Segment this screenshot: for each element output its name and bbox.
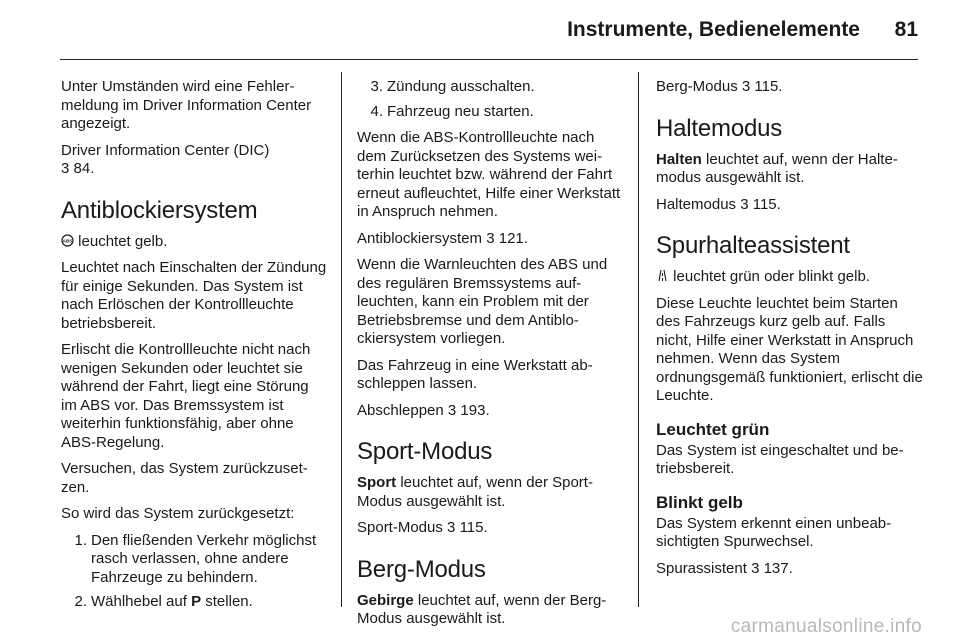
column-2 [357, 78, 625, 637]
indicator-line [357, 592, 625, 629]
header-title: Instrumente, Bedienelemente [567, 18, 860, 41]
section-heading-sport: Sport-Modus [357, 438, 493, 465]
ref-text: Haltemodus [656, 195, 737, 213]
paragraph: Leuchtet nach Einschalten der Zündung für einige Sekunden. Das System ist nach Erlöschen der Kontrollleuchte betriebsbereit. [61, 259, 327, 332]
ref-text: Spurassistent [656, 559, 747, 577]
column-3 [656, 78, 924, 586]
subheading-gruen: Leuchtet grün [656, 419, 770, 439]
list-text-part: stellen. [205, 593, 253, 610]
ref-text: Driver Information Center (DIC) [61, 141, 270, 159]
list-text: Fahrzeug neu starten. [387, 102, 534, 120]
column-divider [638, 72, 639, 607]
header-divider [60, 59, 918, 60]
ref-page: 193. [460, 401, 490, 419]
section-heading-halte: Haltemodus [656, 114, 783, 142]
indicator-line [656, 151, 924, 188]
ref-arrow-icon: 3 [486, 229, 495, 247]
page-number: 81 [894, 18, 918, 41]
abs-warning-icon [61, 234, 74, 247]
numbered-list [357, 78, 625, 121]
paragraph: So wird das System zurückgesetzt: [61, 505, 295, 522]
ref-arrow-icon: 3 [740, 195, 749, 213]
numbered-list [61, 532, 327, 612]
indicator-line [357, 474, 625, 511]
paragraph: Wenn die ABS-Kontrollleuchte nach dem Zurücksetzen des Systems weiterhin leuchtet bzw. während der Fahrt erneut aufleuchtet, Hilfe einer Werkstatt in Anspruch nehmen. [357, 129, 621, 220]
cross-reference [357, 402, 625, 421]
ref-text: Abschleppen [357, 401, 444, 419]
ref-page: 115. [459, 519, 488, 536]
ref-text: Berg-Modus [656, 78, 738, 95]
ref-arrow-icon: 3 [741, 78, 751, 95]
section-heading-abs: Antiblockiersystem [61, 196, 258, 224]
gear-position: P [191, 593, 202, 610]
ref-page: 115. [752, 195, 781, 213]
cross-reference [656, 560, 924, 579]
list-item [61, 532, 327, 588]
cross-reference [656, 78, 924, 97]
section-heading-spur: Spurhalteassistent [656, 232, 850, 259]
indicator-label: Halten [656, 150, 702, 168]
list-number: 3. [370, 78, 383, 95]
lane-assist-icon [656, 269, 669, 282]
cross-reference [61, 142, 327, 179]
ref-arrow-icon: 3 [751, 559, 760, 577]
paragraph: Das System erkennt einen unbeabsichtigten Spurwechsel. [656, 514, 892, 550]
cross-reference [357, 519, 625, 538]
indicator-status: leuchtet gelb. [78, 232, 168, 250]
ref-page: 121. [498, 229, 528, 247]
paragraph: Wenn die Warnleuchten des ABS und des regulären Bremssystems aufleuchten, kann ein Problem mit der Betriebsbremse und dem Antiblockiersystem vorliegen. [357, 256, 608, 347]
ref-page: 84. [73, 160, 95, 177]
list-item [357, 78, 625, 97]
paragraph: Das System ist eingeschaltet und betriebsbereit. [656, 441, 904, 477]
ref-arrow-icon: 3 [447, 519, 456, 536]
paragraph: Das Fahrzeug in eine Werkstatt abschleppen lassen. [357, 356, 593, 392]
ref-text: Sport-Modus [357, 519, 443, 536]
column-1 [61, 78, 327, 620]
indicator-label: Gebirge [357, 591, 414, 609]
list-item [61, 593, 327, 612]
indicator-status: leuchtet auf, wenn der Sport-Modus ausgewählt ist. [357, 474, 593, 510]
indicator-status: leuchtet auf, wenn der Haltemodus ausgewählt ist. [656, 150, 898, 186]
list-text-part: Wählhebel auf [91, 593, 187, 610]
list-item [357, 103, 625, 122]
ref-text: Antiblockiersystem [357, 229, 483, 247]
list-number: 4. [370, 102, 383, 120]
ref-arrow-icon: 3 [61, 160, 70, 177]
svg-text:ABS: ABS [62, 238, 73, 244]
indicator-status: leuchtet grün oder blinkt gelb. [673, 268, 870, 285]
subheading-gelb: Blinkt gelb [656, 492, 743, 512]
indicator-line [61, 233, 327, 252]
section-heading-berg: Berg-Modus [357, 555, 486, 583]
list-text [91, 593, 327, 612]
list-number: 1. [74, 531, 87, 549]
paragraph: Versuchen, das System zurückzusetzen. [61, 460, 308, 496]
paragraph: Erlischt die Kontrollleuchte nicht nach wenigen Sekunden oder leuchtet sie während der Fahrt, liegt eine Störung im ABS vor. Das Bremssystem ist weiterhin funktionsfähig, aber ohne ABS-Regelung. [61, 341, 311, 451]
ref-arrow-icon: 3 [447, 401, 457, 419]
ref-page: 137. [763, 559, 793, 577]
watermark: carmanualsonline.info [730, 616, 922, 637]
paragraph: Diese Leuchte leuchtet beim Starten des Fahrzeugs kurz gelb auf. Falls nicht, Hilfe einer Werkstatt in Anspruch nehmen. Wenn das System ordnungsgemäß funktioniert, erlischt die Leuchte. [656, 294, 923, 404]
list-text: Zündung ausschalten. [387, 78, 535, 95]
paragraph: Unter Umständen wird eine Fehlermeldung im Driver Information Center angezeigt. [61, 78, 312, 132]
list-text: Den fließenden Verkehr möglichst rasch verlassen, ohne andere Fahrzeuge zu behindern. [91, 531, 317, 586]
list-number: 2. [74, 593, 87, 610]
ref-page: 115. [754, 78, 783, 95]
page-header [0, 0, 960, 60]
indicator-line [656, 268, 924, 287]
cross-reference [357, 230, 625, 249]
indicator-status: leuchtet auf, wenn der Berg-Modus ausgewählt ist. [357, 591, 607, 627]
cross-reference [656, 196, 924, 215]
column-divider [341, 72, 342, 607]
indicator-label: Sport [357, 474, 397, 491]
